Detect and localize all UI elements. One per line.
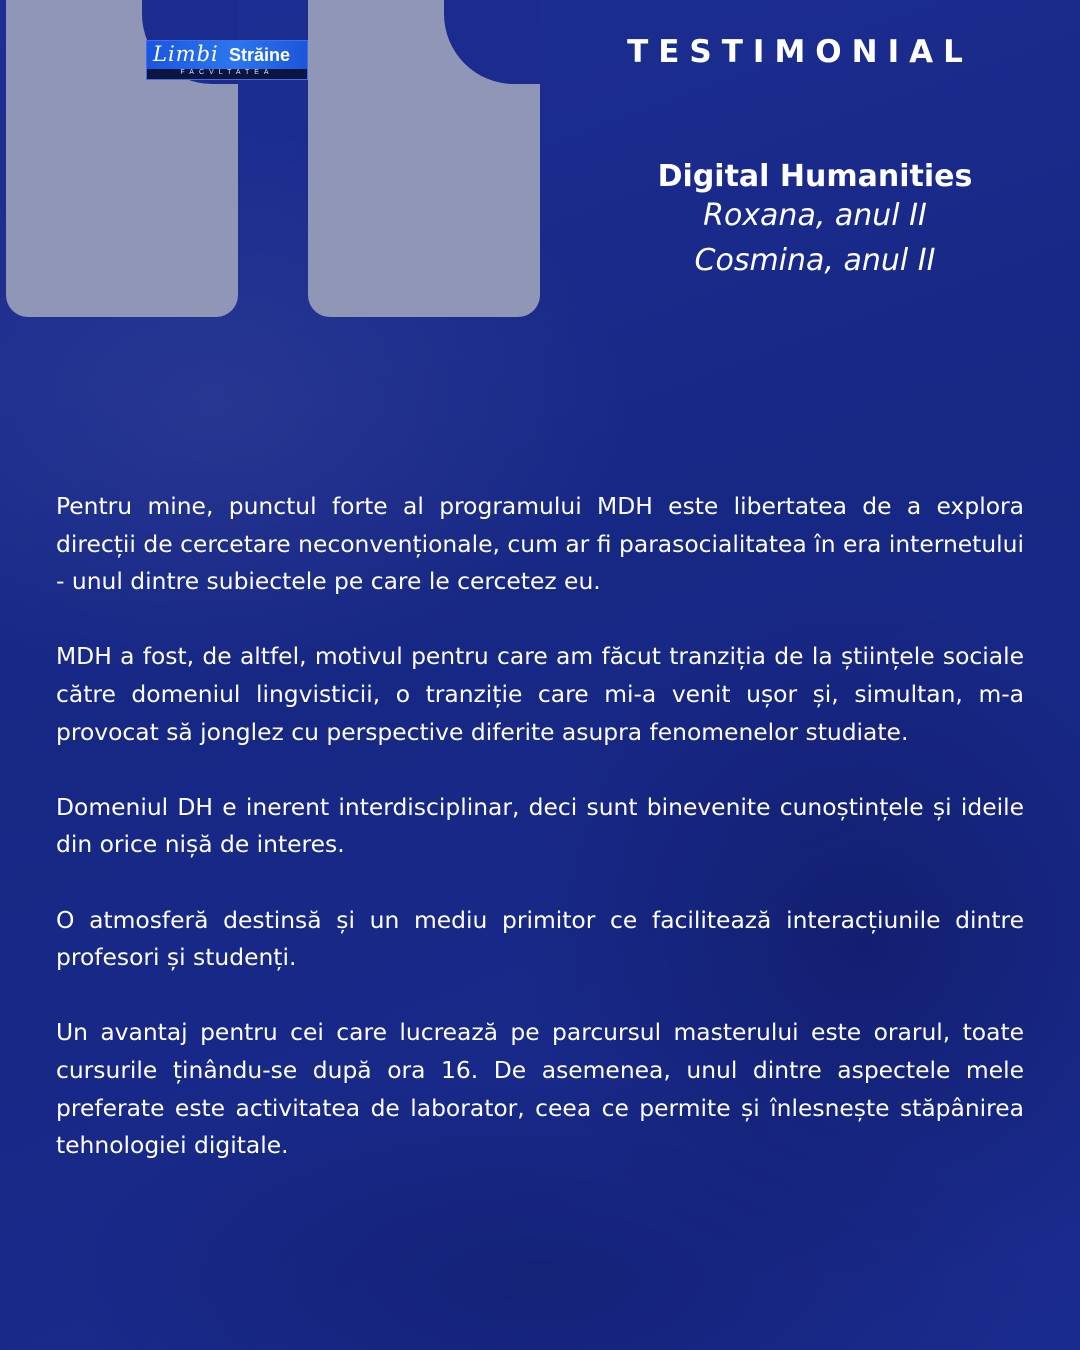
program-title: Digital Humanities [657, 159, 973, 194]
faculty-logo [146, 40, 308, 80]
testimonial-paragraph-5: Un avantaj pentru cei care lucrează pe parcursul masterului este orarul, toate cursurile ținându-se după ora 16. De asemenea, unul dintre aspectele mele preferate este activitatea de laborator, ceea ce permite și înlesnește stăpânirea tehnologiei digitale. [56, 1018, 1024, 1160]
author-cosmina: Cosmina, anul II [694, 243, 936, 278]
author-roxana: Roxana, anul II [703, 198, 927, 233]
testimonial-paragraph-2: MDH a fost, de altfel, motivul pentru care am făcut tranziția de la științele sociale către domeniul lingvisticii, o tranziție care mi-a venit ușor și, simultan, m-a provocat să jonglez cu perspective diferite asupra fenomenelor studiate. [56, 642, 1024, 746]
testimonial-paragraph-1: Pentru mine, punctul forte al programului MDH este libertatea de a explora direcții de cercetare neconvenționale, cum ar fi parasocialitatea în era internetului - unul dintre subiectele pe care le cercetez eu. [56, 492, 1024, 596]
testimonial-paragraph-4: O atmosferă destinsă și un mediu primitor ce facilitează interacțiunile dintre profesori și studenți. [56, 905, 1024, 972]
page-heading: TESTIMONIAL [627, 34, 973, 70]
testimonial-body [56, 488, 1024, 1165]
faculty-logo-script: Limbi [153, 42, 219, 66]
faculty-logo-band [147, 41, 307, 69]
faculty-logo-subtitle: FACVLTATEA [180, 69, 274, 76]
testimonial-paragraph-3: Domeniul DH e inerent interdisciplinar, deci sunt binevenite cunoștințele și ideile din orice nișă de interes. [56, 792, 1024, 859]
faculty-logo-word: Străine [229, 45, 291, 65]
